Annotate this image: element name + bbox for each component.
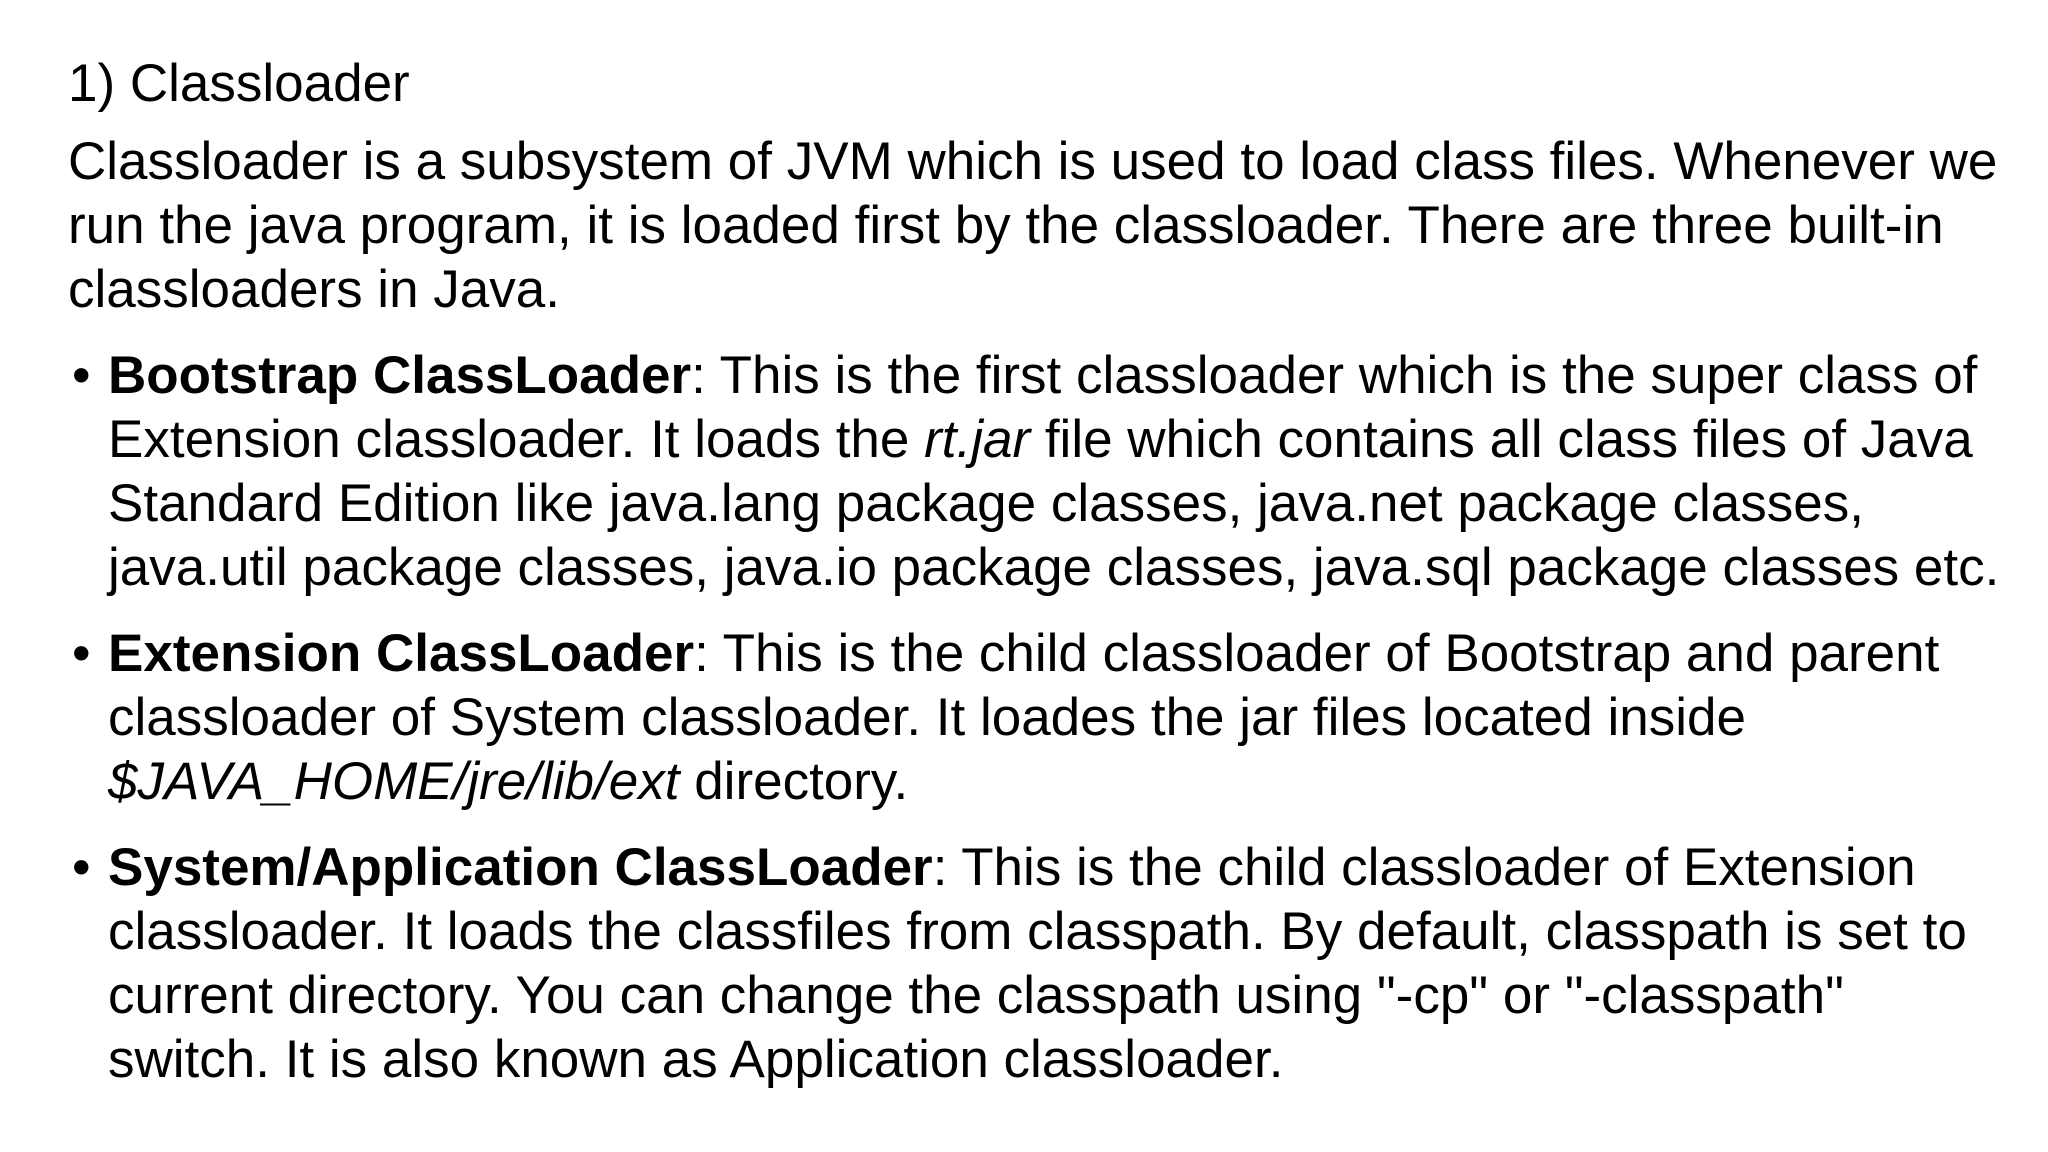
bullet-text: This is the child classloader of Extension classloader. It loads the classfiles from classpath. By default, classpath is set to current directory. You can change the classpath using "-cp" or "-classpath" switch. It is also known as Application classloader. xyxy=(108,838,1967,1089)
bullet-term: Bootstrap ClassLoader xyxy=(108,346,692,405)
slide-heading: 1) Classloader xyxy=(68,54,410,113)
bullet-term: Extension ClassLoader xyxy=(108,624,695,683)
bullet-emphasis: rt.jar xyxy=(924,410,1031,469)
bullet-separator: : xyxy=(691,346,720,405)
slide-content xyxy=(68,52,2008,1114)
bullet-text-after: file which contains all class files of Java Standard Edition like java.lang package classes, java.net package classes, java.util package classes, java.io package classes, java.sql package classes etc. xyxy=(108,410,2000,597)
bullet-bootstrap-classloader xyxy=(68,344,2008,600)
bullet-dot-icon: • xyxy=(72,838,91,897)
bullet-system-application-classloader xyxy=(68,836,2008,1092)
bullet-text-after: directory. xyxy=(679,752,909,811)
bullet-term: System/Application ClassLoader xyxy=(108,838,933,897)
bullet-extension-classloader xyxy=(68,622,2008,814)
bullet-separator: : xyxy=(694,624,723,683)
bullet-emphasis: $JAVA_HOME/jre/lib/ext xyxy=(108,752,680,811)
bullet-separator: : xyxy=(932,838,962,897)
bullet-text: This is the first classloader which is the super class of Extension classloader. It loads the xyxy=(108,346,1978,469)
intro-paragraph: Classloader is a subsystem of JVM which is used to load class files. Whenever we run the java program, it is loaded first by the classloader. There are three built-in classloaders in Java. xyxy=(68,132,1998,319)
bullet-dot-icon: • xyxy=(72,346,91,405)
bullet-dot-icon: • xyxy=(72,624,91,683)
bullet-list xyxy=(68,344,2008,1092)
bullet-text: This is the child classloader of Bootstrap and parent classloader of System classloader. It loades the jar files located inside xyxy=(108,624,1940,747)
